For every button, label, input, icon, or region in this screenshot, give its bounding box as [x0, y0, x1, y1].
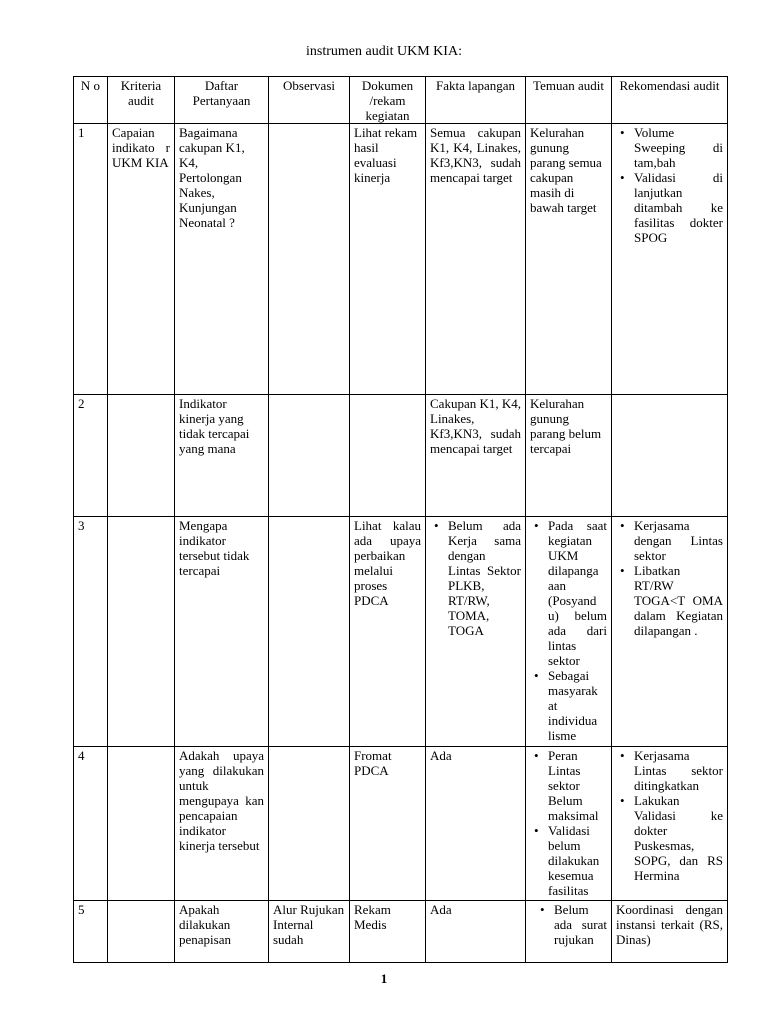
list-item: • Kerjasama Lintas sektor ditingkatkan	[634, 748, 723, 793]
row-fakta: Ada	[426, 901, 526, 963]
row-no: 3	[74, 517, 108, 747]
row-no: 5	[74, 901, 108, 963]
row-dokumen: Lihat rekam hasil evaluasi kinerja	[350, 124, 426, 395]
row-dokumen: Fromat PDCA	[350, 747, 426, 901]
table-row	[74, 901, 728, 963]
header-fakta: Fakta lapangan	[426, 77, 526, 124]
list-item: • Sebagai masyarak at individua lisme	[548, 668, 607, 743]
list-item: • Validasi belum dilakukan kesemua fasilitas	[548, 823, 607, 898]
table-row	[74, 747, 728, 901]
list-item: • Kerjasama dengan Lintas sektor	[634, 518, 723, 563]
row-temuan: Kelurahan gunung parang semua cakupan masih di bawah target	[526, 124, 612, 395]
row-kriteria: Capaian indikato r UKM KIA	[108, 124, 175, 395]
row-observasi	[269, 517, 350, 747]
row-observasi	[269, 747, 350, 901]
row-temuan	[526, 901, 612, 963]
row-fakta: Ada	[426, 747, 526, 901]
row-fakta: Semua cakupan K1, K4, Linakes, Kf3,KN3, sudah mencapai target	[426, 124, 526, 395]
row-rekomendasi	[612, 124, 728, 395]
row-temuan: Kelurahan gunung parang belum tercapai	[526, 395, 612, 517]
row-temuan	[526, 747, 612, 901]
row-temuan	[526, 517, 612, 747]
row-observasi	[269, 124, 350, 395]
row-dokumen: Rekam Medis	[350, 901, 426, 963]
row-pertanyaan: Adakah upaya yang dilakukan untuk mengupaya kan pencapaian indikator kinerja tersebut	[175, 747, 269, 901]
row-pertanyaan: Bagaimana cakupan K1, K4, Pertolongan Nakes, Kunjungan Neonatal ?	[175, 124, 269, 395]
list-item: • Peran Lintas sektor Belum maksimal	[548, 748, 607, 823]
page-number: 1	[380, 971, 388, 986]
header-no: N o	[74, 77, 108, 124]
row-fakta	[426, 517, 526, 747]
list-item: • Belum ada Kerja sama dengan Lintas Sektor PLKB, RT/RW, TOMA, TOGA	[448, 518, 521, 638]
row-kriteria	[108, 901, 175, 963]
table-row	[74, 124, 728, 395]
table-row	[74, 517, 728, 747]
row-kriteria	[108, 517, 175, 747]
row-pertanyaan: Indikator kinerja yang tidak tercapai yang mana	[175, 395, 269, 517]
header-pertanyaan: Daftar Pertanyaan	[175, 77, 269, 124]
row-observasi: Alur Rujukan Internal sudah	[269, 901, 350, 963]
row-observasi	[269, 395, 350, 517]
row-rekomendasi	[612, 517, 728, 747]
row-dokumen: Lihat kalau ada upaya perbaikan melalui proses PDCA	[350, 517, 426, 747]
row-no: 4	[74, 747, 108, 901]
list-item: • Validasi di lanjutkan ditambah ke fasilitas dokter SPOG	[634, 170, 723, 245]
header-temuan: Temuan audit	[526, 77, 612, 124]
row-rekomendasi	[612, 395, 728, 517]
header-observasi: Observasi	[269, 77, 350, 124]
list-item: • Libatkan RT/RW TOGA<T OMA dalam Kegiatan dilapangan .	[634, 563, 723, 638]
row-pertanyaan: Apakah dilakukan penapisan	[175, 901, 269, 963]
row-kriteria	[108, 395, 175, 517]
list-item: • Belum ada surat rujukan	[554, 902, 607, 947]
list-item: • Lakukan Validasi ke dokter Puskesmas, SOPG, dan RS Hermina	[634, 793, 723, 883]
row-fakta: Cakupan K1, K4, Linakes, Kf3,KN3, sudah mencapai target	[426, 395, 526, 517]
row-rekomendasi	[612, 747, 728, 901]
row-kriteria	[108, 747, 175, 901]
row-no: 2	[74, 395, 108, 517]
row-pertanyaan: Mengapa indikator tersebut tidak tercapai	[175, 517, 269, 747]
table-row	[74, 395, 728, 517]
document-title: instrumen audit UKM KIA:	[306, 44, 462, 59]
list-item: • Volume Sweeping di tam,bah	[634, 125, 723, 170]
header-rekomendasi: Rekomendasi audit	[612, 77, 728, 124]
row-rekomendasi: Koordinasi dengan instansi terkait (RS, Dinas)	[612, 901, 728, 963]
table-header-row	[74, 77, 728, 124]
row-no: 1	[74, 124, 108, 395]
header-dokumen: Dokumen /rekam kegiatan	[350, 77, 426, 124]
list-item: • Pada saat kegiatan UKM dilapanga aan (Posyand u) belum ada dari lintas sektor	[548, 518, 607, 668]
header-kriteria: Kriteria audit	[108, 77, 175, 124]
row-dokumen	[350, 395, 426, 517]
audit-table	[73, 76, 728, 963]
